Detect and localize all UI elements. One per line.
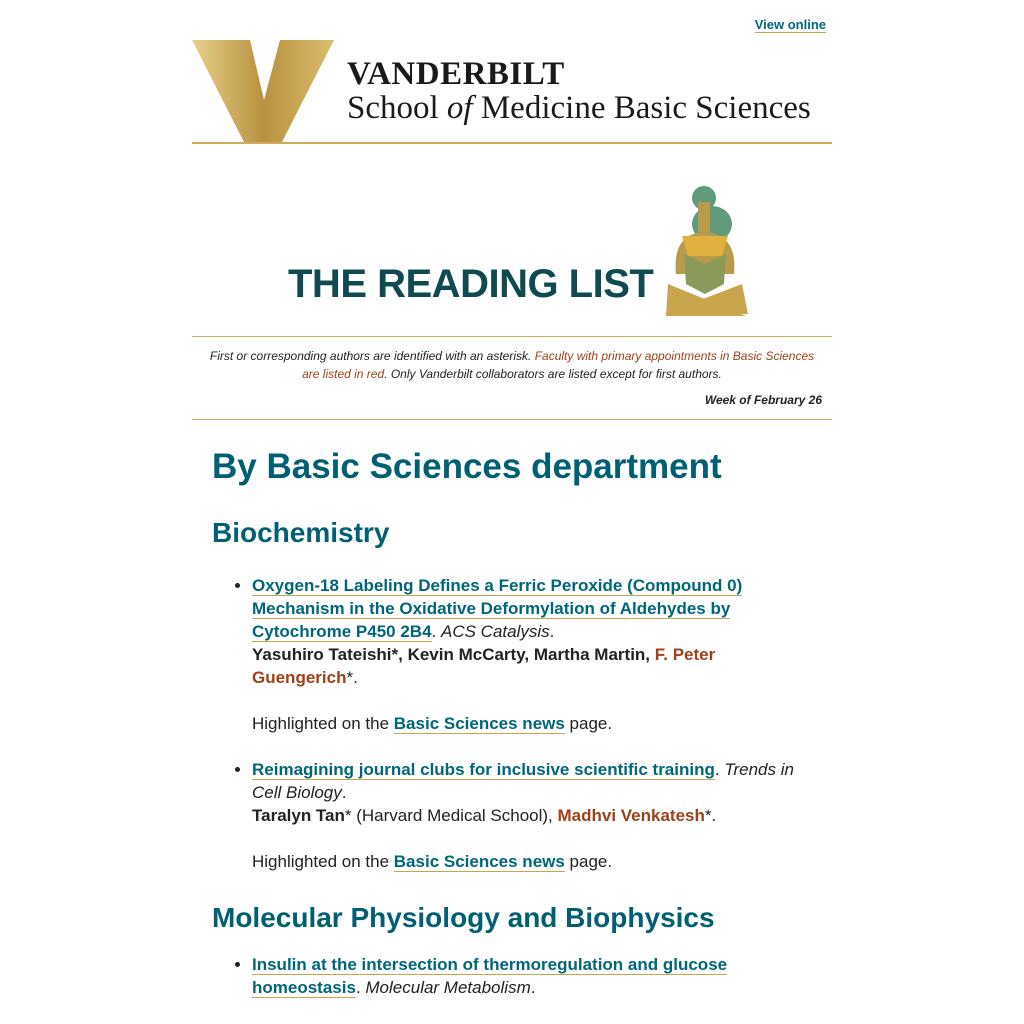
page-heading: By Basic Sciences department bbox=[212, 447, 722, 486]
section-title: Molecular Physiology and Biophysics bbox=[212, 902, 715, 933]
vanderbilt-logo bbox=[192, 40, 832, 144]
reading-list-banner bbox=[192, 144, 832, 337]
main-content bbox=[192, 446, 832, 999]
news-link[interactable]: Basic Sciences news bbox=[393, 714, 565, 733]
article-link[interactable]: Reimagining journal clubs for inclusive scientific training bbox=[252, 760, 715, 779]
v-logo-icon bbox=[192, 40, 334, 142]
logo-subtitle: School of Medicine Basic Sciences bbox=[347, 90, 811, 126]
article-list bbox=[212, 953, 812, 999]
list-item: • Reimagining journal clubs for inclusive scientific training. Trends in Cell Biology. Taralyn Tan* (Harvard Medical School), Madhvi Venkatesh*. Highlighted on the Basic Sciences news page. bbox=[252, 758, 812, 873]
section-title: Biochemistry bbox=[212, 517, 390, 548]
article-list bbox=[212, 574, 812, 873]
list-item: • Insulin at the intersection of thermoregulation and glucose homeostasis. Molecular Metabolism. bbox=[252, 953, 812, 999]
news-link[interactable]: Basic Sciences news bbox=[393, 852, 565, 871]
highlight-note: Highlighted on the Basic Sciences news page. bbox=[252, 714, 613, 733]
highlight-note: Highlighted on the Basic Sciences news page. bbox=[252, 852, 613, 871]
list-item: • Oxygen-18 Labeling Defines a Ferric Peroxide (Compound 0) Mechanism in the Oxidative Deformylation of Aldehydes by Cytochrome P450 2B4. ACS Catalysis. Yasuhiro Tateishi*, Kevin McCarty, Martha Martin, F. Peter Guengerich*. Highlighted on the Basic Sciences news page. bbox=[252, 574, 812, 735]
view-online-link[interactable]: View online bbox=[754, 17, 826, 32]
logo-name: VANDERBILT bbox=[347, 56, 565, 92]
reader-figure-icon bbox=[662, 184, 752, 324]
newsletter bbox=[192, 0, 832, 999]
banner-title: THE READING LIST bbox=[288, 262, 654, 306]
article-link[interactable]: Insulin at the intersection of thermoregulation and glucose homeostasis bbox=[252, 955, 728, 997]
legend-note: First or corresponding authors are identified with an asterisk. Faculty with primary appointments in Basic Sciences are listed in red. Only Vanderbilt collaborators are listed except for first authors. bbox=[209, 349, 815, 381]
article-link[interactable]: Oxygen-18 Labeling Defines a Ferric Peroxide (Compound 0) Mechanism in the Oxidative Deformylation of Aldehydes by Cytochrome P450 2B4 bbox=[252, 576, 743, 641]
top-bar bbox=[192, 0, 832, 40]
week-label: Week of February 26 bbox=[192, 383, 832, 420]
